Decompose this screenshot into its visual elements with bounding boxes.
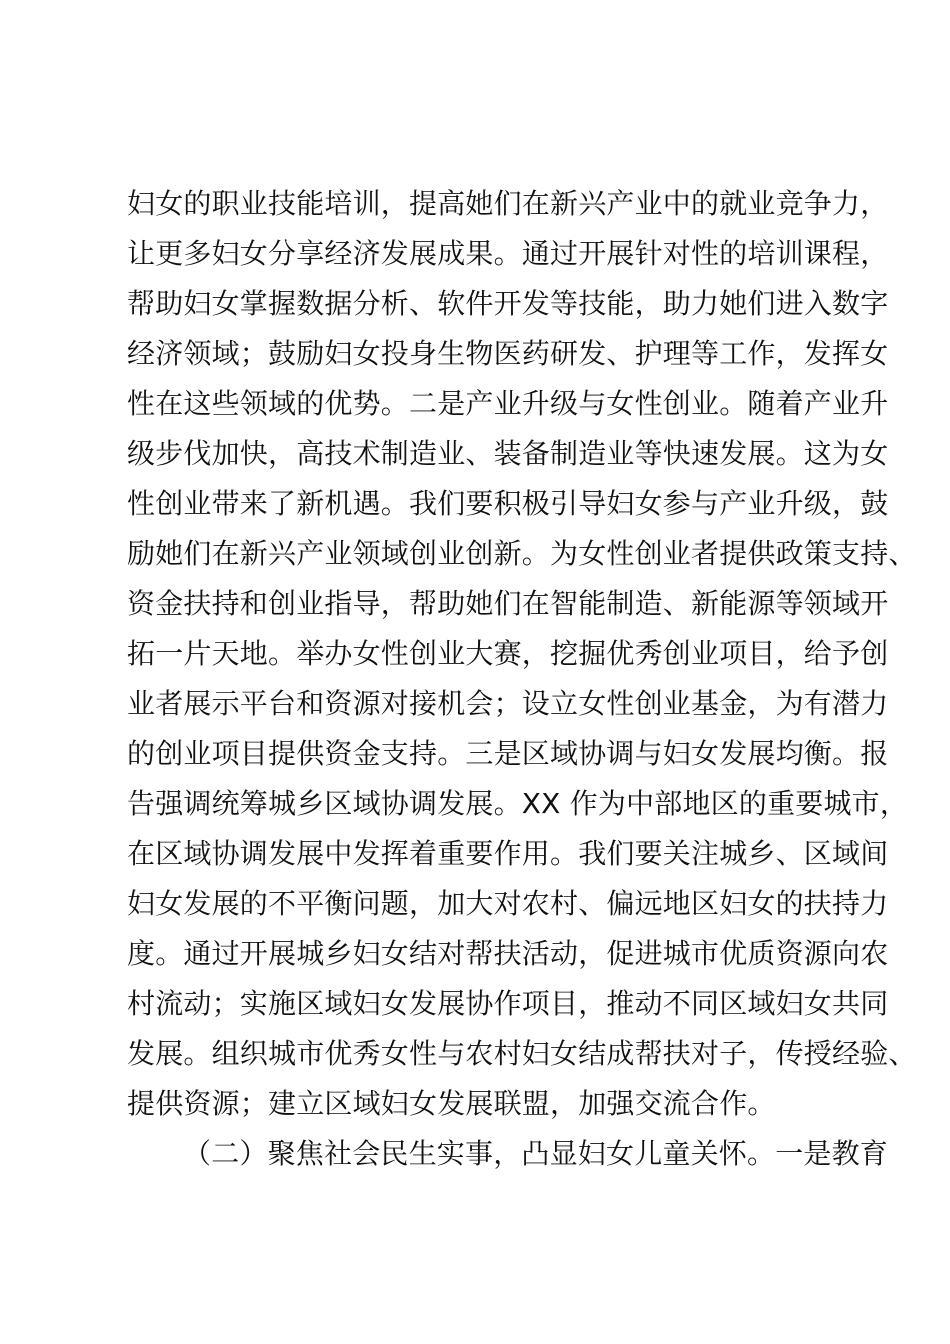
text-line-3: 帮助妇女掌握数据分析、软件开发等技能，助力她们进入数字 (127, 287, 889, 320)
text-line-18: 发展。组织城市优秀女性与农村妇女结成帮扶对子，传授经验、 (127, 1037, 917, 1070)
text-line-4: 经济领域；鼓励妇女投身生物医药研发、护理等工作，发挥女 (127, 337, 889, 370)
section-heading-line: （二）聚焦社会民生实事，凸显妇女儿童关怀。一是教育 (183, 1137, 889, 1170)
text-line-10: 拓一片天地。举办女性创业大赛，挖掘优秀创业项目，给予创 (127, 637, 889, 670)
text-line-2: 让更多妇女分享经济发展成果。通过开展针对性的培训课程， (127, 237, 889, 270)
text-line-14: 在区域协调发展中发挥着重要作用。我们要关注城乡、区域间 (127, 837, 889, 870)
text-line-12: 的创业项目提供资金支持。三是区域协调与妇女发展均衡。报 (127, 737, 889, 770)
text-line-6: 级步伐加快，高技术制造业、装备制造业等快速发展。这为女 (127, 437, 889, 470)
text-line-15: 妇女发展的不平衡问题，加大对农村、偏远地区妇女的扶持力 (127, 887, 889, 920)
text-line-5: 性在这些领域的优势。二是产业升级与女性创业。随着产业升 (127, 387, 889, 420)
text-line-17: 村流动；实施区域妇女发展协作项目，推动不同区域妇女共同 (127, 987, 889, 1020)
text-line-1: 妇女的职业技能培训，提高她们在新兴产业中的就业竞争力， (127, 187, 889, 220)
text-line-19: 提供资源；建立区域妇女发展联盟，加强交流合作。 (127, 1087, 776, 1120)
text-line-11: 业者展示平台和资源对接机会；设立女性创业基金，为有潜力 (127, 687, 889, 720)
text-line-9: 资金扶持和创业指导，帮助她们在智能制造、新能源等领域开 (127, 587, 889, 620)
text-line-16: 度。通过开展城乡妇女结对帮扶活动，促进城市优质资源向农 (127, 937, 889, 970)
text-line-7: 性创业带来了新机遇。我们要积极引导妇女参与产业升级，鼓 (127, 487, 889, 520)
text-line-13: 告强调统筹城乡区域协调发展。XX 作为中部地区的重要城市， (127, 787, 909, 820)
text-line-8: 励她们在新兴产业领域创业创新。为女性创业者提供政策支持、 (127, 537, 917, 570)
